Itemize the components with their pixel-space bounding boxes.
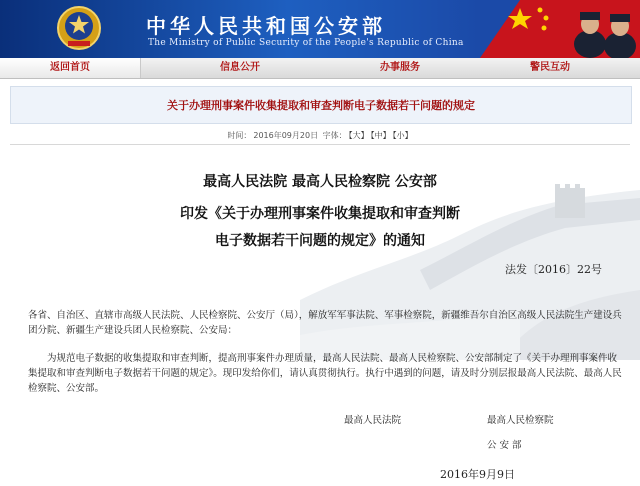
addressees-paragraph: 各省、自治区、直辖市高级人民法院、人民检察院、公安厅（局），解放军军事法院、军事检察院，新疆维吾尔自治区高级人民法院生产建设兵团分院、新疆生产建设兵团人民检察院、公安局： [28, 310, 622, 336]
divider [10, 144, 630, 145]
flag-banner-image [480, 0, 640, 58]
font-size-large-button[interactable]: 【大】 [348, 131, 369, 140]
nav-info-disclosure[interactable]: 信息公开 [220, 62, 260, 73]
signer-court: 最高人民法院 [344, 415, 402, 426]
heading-issuers: 最高人民法院 最高人民检察院 公安部 [203, 174, 437, 190]
nav-home[interactable]: 返回首页 [0, 58, 141, 78]
font-size-medium-button[interactable]: 【中】 [370, 131, 391, 140]
time-value: 2016年09月20日 [253, 131, 319, 140]
font-size-small-button[interactable]: 【小】 [392, 131, 413, 140]
title-band [10, 86, 632, 124]
font-label: 字体： [322, 131, 347, 140]
document-number: 法发〔2016〕22号 [505, 263, 602, 276]
nav-services[interactable]: 办事服务 [380, 62, 420, 73]
site-title: 中华人民共和国公安部 [146, 14, 386, 38]
page-title: 关于办理刑事案件收集提取和审查判断电子数据若干问题的规定 [167, 99, 475, 112]
signer-procuratorate: 最高人民检察院 [487, 415, 554, 426]
article-meta [0, 130, 640, 141]
signer-ministry: 公安部 [487, 440, 525, 451]
main-nav [0, 58, 640, 79]
time-label: 时间： [227, 131, 252, 140]
heading-line-3: 电子数据若干问题的规定》的通知 [215, 233, 425, 249]
site-header [0, 0, 640, 58]
heading-line-2: 印发《关于办理刑事案件收集提取和审查判断 [180, 206, 460, 222]
site-subtitle: The Ministry of Public Security of the People's Republic of China [148, 38, 464, 48]
police-emblem-icon [56, 5, 102, 51]
body-paragraph: 为规范电子数据的收集提取和审查判断，提高刑事案件办理质量，最高人民法院、最高人民检察院、公安部制定了《关于办理刑事案件收集提取和审查判断电子数据若干问题的规定》。现印发给你们，请认真贯彻执行。执行中遇到的问题，请及时分别层报最高人民法院、最高人民检察院、公安部。 [28, 353, 622, 394]
signing-date: 2016年9月9日 [440, 468, 515, 481]
nav-interaction[interactable]: 警民互动 [530, 62, 570, 73]
